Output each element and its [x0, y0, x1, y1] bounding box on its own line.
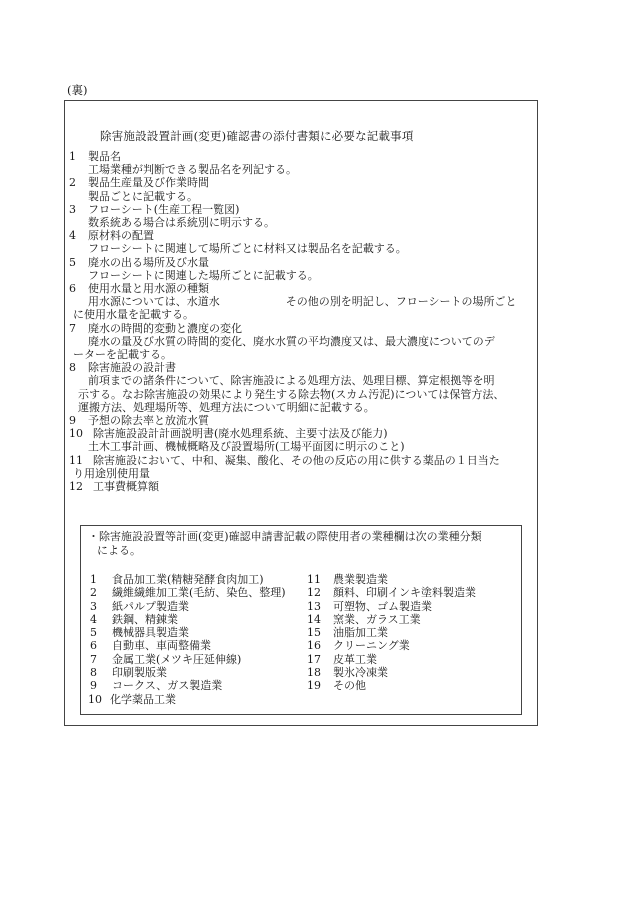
industry-label: 窯業、ガラス工業: [333, 612, 421, 626]
industry-label: 印刷製版業: [112, 666, 167, 680]
list-item: [69, 256, 531, 269]
item-heading: 除害施設の設計書: [88, 361, 176, 375]
industry-number: 8: [90, 666, 97, 680]
industry-label: 化学薬品工業: [110, 692, 176, 706]
list-item: [69, 150, 531, 163]
item-description-continued: に使用水量を記載する。: [73, 308, 194, 322]
industry-number: 16: [307, 639, 321, 653]
industry-label: 繊維繊維加工業(毛紡、染色、整理): [112, 586, 286, 600]
item-description: フローシートに関連した場所ごとに記載する。: [88, 268, 319, 282]
item-description-part: 用水源については、水道水: [88, 295, 220, 309]
item-heading: 除害施設において、中和、凝集、酸化、その他の反応の用に供する薬品の１日当た: [93, 453, 500, 467]
industry-item: [305, 573, 515, 586]
industry-item: [305, 586, 515, 599]
item-description: 廃水の量及び水質の時間的変化、廃水水質の平均濃度又は、最大濃度についてのデ: [88, 334, 495, 348]
item-heading: 製品生産量及び作業時間: [88, 176, 209, 190]
industry-number: 11: [307, 573, 321, 586]
item-heading: 使用水量と用水源の種類: [88, 282, 209, 296]
item-description: 土木工事計画、機械概略及び設置場所(工場平面図に明示のこと): [88, 440, 405, 454]
industry-label: 可塑物、ゴム製造業: [333, 599, 432, 613]
item-number: 7: [69, 321, 76, 335]
item-heading: 予想の除去率と放流水質: [88, 414, 209, 428]
item-number: 2: [69, 176, 76, 190]
item-number: 3: [69, 202, 76, 216]
industry-label: コークス、ガス製造業: [112, 679, 223, 693]
industry-list-right: [305, 573, 515, 693]
item-number: 4: [69, 229, 76, 243]
industry-number: 6: [90, 639, 97, 653]
industry-item: [305, 613, 515, 626]
industry-label: 金属工業(メツキ圧延伸線): [112, 652, 242, 666]
list-item: [69, 282, 531, 295]
industry-item: [88, 573, 298, 586]
list-item: [69, 454, 531, 467]
industry-label: 顔料、印刷インキ塗料製造業: [333, 586, 476, 600]
industry-item: [305, 639, 515, 652]
item-number: 1: [69, 150, 76, 163]
item-heading: フローシート(生産工程一覧図): [88, 202, 240, 216]
list-item: [69, 203, 531, 216]
industry-item: [88, 600, 298, 613]
industry-number: 12: [307, 586, 321, 600]
industry-number: 9: [90, 679, 97, 693]
item-number: 5: [69, 255, 76, 269]
item-description: フローシートに関連して場所ごとに材料又は製品名を記載する。: [88, 242, 407, 256]
industry-number: 4: [90, 612, 97, 626]
item-number: 10: [69, 427, 83, 441]
industry-label: 製氷冷凍業: [333, 666, 388, 680]
item-description: 製品ごとに記載する。: [88, 189, 198, 203]
industry-item: [88, 653, 298, 666]
item-heading: 工事費概算額: [93, 480, 159, 494]
industry-label: その他: [333, 679, 366, 693]
industry-note: [88, 530, 508, 558]
list-item: [69, 414, 531, 427]
industry-item: [305, 626, 515, 639]
industry-label: クリーニング業: [333, 639, 410, 653]
industry-item: [305, 666, 515, 679]
list-item: [69, 427, 531, 440]
item-heading: 原材料の配置: [88, 229, 154, 243]
note-line: ・除害施設設置等計画(変更)確認申請書記載の際使用者の業種欄は次の業種分類: [88, 530, 482, 543]
item-number: 9: [69, 414, 76, 428]
industry-number: 10: [88, 692, 102, 706]
industry-item: [305, 600, 515, 613]
industry-item: [88, 679, 298, 692]
item-description-continued: り用途別使用量: [73, 466, 150, 480]
industry-number: 3: [90, 599, 97, 613]
industry-number: 14: [307, 612, 321, 626]
list-item: [69, 322, 531, 335]
industry-item: [88, 613, 298, 626]
industry-label: 食品加工業(精糖発酵食肉加工): [112, 573, 264, 586]
item-description: 工場業種が判断できる製品名を列記する。: [88, 163, 297, 177]
list-item: [69, 229, 531, 242]
industry-label: 自動車、車両整備業: [112, 639, 211, 653]
industry-item: [305, 679, 515, 692]
item-heading: 廃水の出る場所及び水量: [88, 255, 209, 269]
item-description: 数系統ある場合は系統別に明示する。: [88, 216, 275, 230]
item-description: [69, 295, 531, 308]
industry-list-left: [88, 573, 298, 706]
page-title: 除害施設設置計画(変更)確認書の添付書類に必要な記載事項: [100, 129, 414, 143]
industry-number: 2: [90, 586, 97, 600]
industry-label: 鉄鋼、精錬業: [112, 612, 178, 626]
industry-item: [305, 653, 515, 666]
industry-label: 農業製造業: [333, 573, 388, 586]
industry-item: [88, 639, 298, 652]
item-number: 8: [69, 361, 76, 375]
industry-number: 17: [307, 652, 321, 666]
list-item: [69, 480, 531, 493]
industry-label: 皮革工業: [333, 652, 377, 666]
item-heading: 除害施設設計計画説明書(廃水処理系統、主要寸法及び能力): [93, 427, 388, 441]
industry-number: 5: [90, 626, 97, 640]
note-line: による。: [97, 544, 141, 557]
industry-label: 機械器具製造業: [112, 626, 189, 640]
item-number: 6: [69, 282, 76, 296]
industry-number: 15: [307, 626, 321, 640]
industry-item: [88, 666, 298, 679]
list-item: [69, 176, 531, 189]
list-item: [69, 361, 531, 374]
item-description: 前項までの諸条件について、除害施設による処理方法、処理目標、算定根拠等を明: [88, 374, 495, 388]
industry-number: 19: [307, 679, 321, 693]
industry-number: 7: [90, 652, 97, 666]
side-label: (裏): [67, 83, 88, 97]
item-description-part: その他の別を明記し、フローシートの場所ごと: [285, 295, 517, 309]
industry-label: 油脂加工業: [333, 626, 388, 640]
item-number: 11: [69, 453, 83, 467]
item-number: 12: [69, 480, 83, 494]
industry-label: 紙パルプ製造業: [112, 599, 189, 613]
industry-number: 18: [307, 666, 321, 680]
industry-number: 13: [307, 599, 321, 613]
item-description-continued: 示する。なお除害施設の効果により発生する除去物(スカム汚泥)については保管方法、: [78, 387, 505, 401]
item-heading: 製品名: [88, 150, 121, 163]
item-heading: 廃水の時間的変動と濃度の変化: [88, 321, 242, 335]
industry-number: 1: [90, 573, 97, 586]
industry-item: [88, 626, 298, 639]
industry-item: [88, 586, 298, 599]
required-items-list: [69, 150, 531, 493]
item-description-continued: 運搬方法、処理場所等、処理方法について明細に記載する。: [78, 400, 375, 414]
industry-item: [88, 693, 298, 706]
item-description-continued: ーターを記載する。: [73, 348, 172, 362]
